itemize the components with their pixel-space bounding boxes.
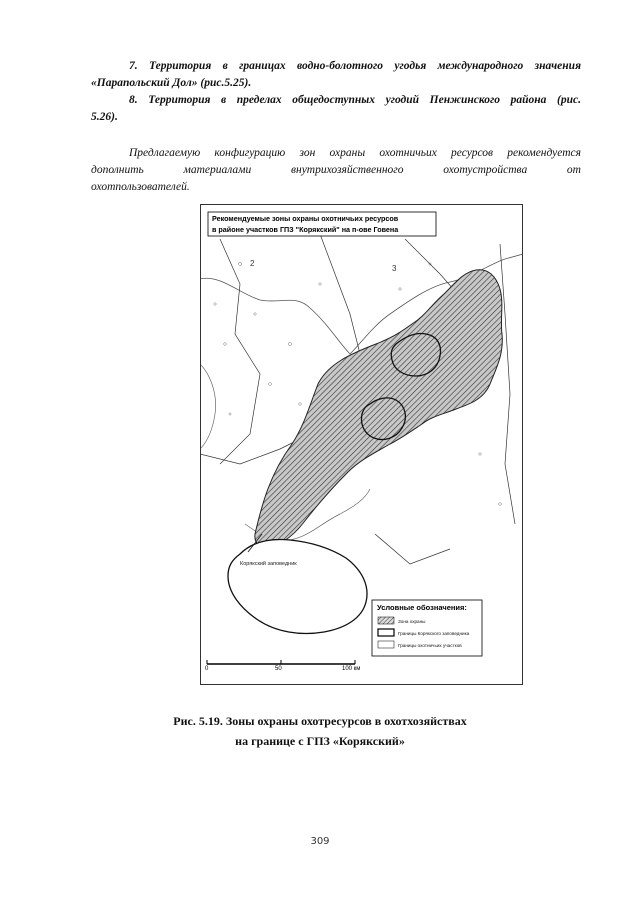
item-7-line-2: «Парапольский Дол» (рис.5.25). xyxy=(91,77,252,89)
intro-line-3: охотпользователей. xyxy=(91,181,190,193)
scale-tick-50: 50 xyxy=(275,666,282,672)
page-number: 309 xyxy=(310,836,330,847)
legend-swatch-zone xyxy=(378,617,394,624)
item-8-paragraph xyxy=(91,92,581,126)
legend-item-reserve: Границы Корякского заповедника xyxy=(398,631,470,636)
item-7-paragraph xyxy=(91,58,581,92)
intro-paragraph xyxy=(91,145,581,196)
legend-item-hunting: Границы охотничьих участков xyxy=(398,643,462,648)
item-8-line-1: 8. Территория в пределах общедоступных угодий Пенжинского района (рис. xyxy=(129,94,581,106)
item-8-line-2: 5.26). xyxy=(91,111,118,123)
legend-item-zone: Зона охраны xyxy=(398,619,426,624)
intro-line-1: Предлагаемую конфигурацию зон охраны охотничьих ресурсов рекомендуется xyxy=(129,147,581,159)
legend-swatch-reserve xyxy=(378,629,394,636)
map-legend xyxy=(372,600,482,656)
map-title-line-2: в районе участков ГПЗ "Корякский" на п-ове Говена xyxy=(212,225,399,234)
legend-swatch-hunting xyxy=(378,641,394,648)
figure-caption-line-1: Рис. 5.19. Зоны охраны охотресурсов в охотхозяйствах xyxy=(173,714,467,728)
area-number-2: 2 xyxy=(250,259,255,268)
area-number-3: 3 xyxy=(392,264,397,273)
map-title-line-1: Рекомендуемые зоны охраны охотничьих ресурсов xyxy=(212,214,399,223)
figure-caption-line-2: на границе с ГПЗ «Корякский» xyxy=(235,734,405,748)
scale-tick-0: 0 xyxy=(205,666,209,672)
item-7-line-1: 7. Территория в границах водно-болотного угодья международного значения xyxy=(129,60,581,72)
intro-line-2: дополнить материалами внутрихозяйственного охотустройства от xyxy=(91,164,581,176)
map-figure xyxy=(200,204,523,685)
legend-title: Условные обозначения: xyxy=(377,603,467,612)
protection-zones-map xyxy=(200,204,523,685)
scale-tick-100: 100 км xyxy=(342,666,361,672)
koryaksky-reserve-label: Корякский заповедник xyxy=(240,561,297,567)
